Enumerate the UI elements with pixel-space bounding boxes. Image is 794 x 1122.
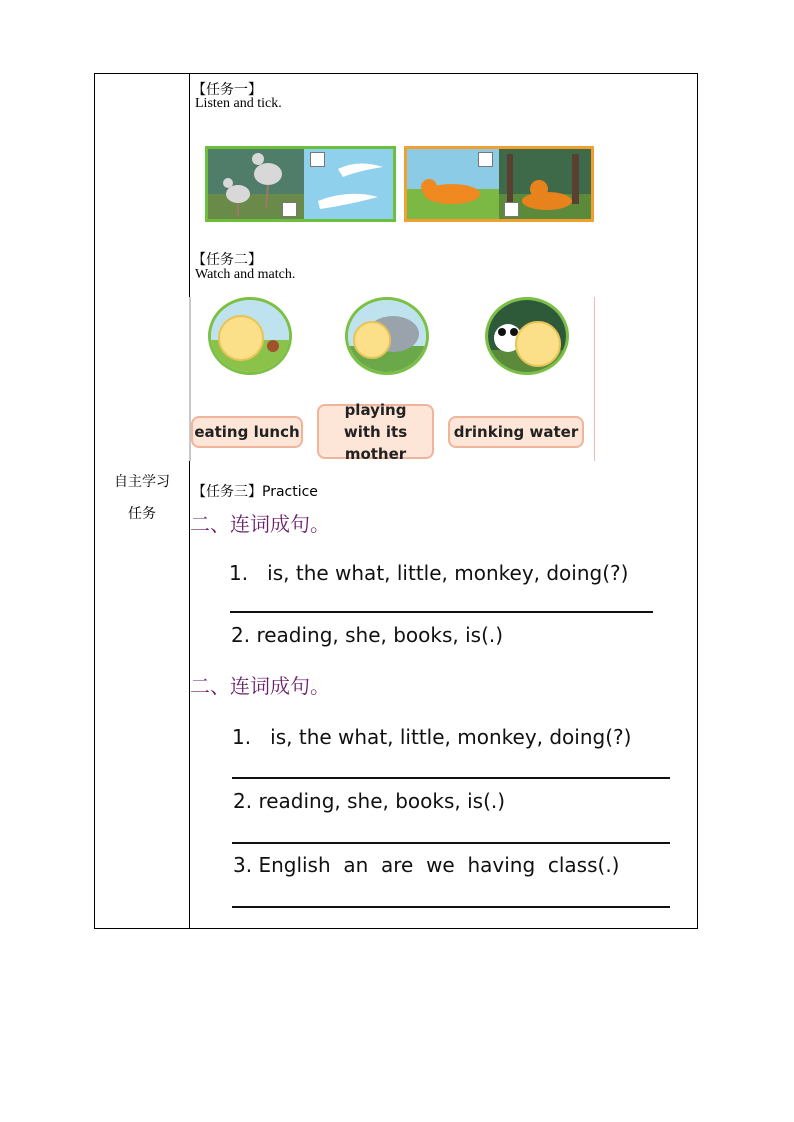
monkey-circle (208, 297, 292, 375)
section2-title: 二、连词成句。 (190, 674, 330, 698)
phrase-drinking-water[interactable]: drinking water (448, 416, 584, 448)
task1-instruction: Listen and tick. (195, 96, 282, 111)
task1-heading: 【任务一】 (192, 82, 262, 98)
section2-sentence-1: 1. is, the what, little, monkey, doing(?) (232, 725, 632, 749)
phrase-playing-with-mother[interactable]: playing with its mother (317, 404, 434, 459)
phrase-eating-lunch[interactable]: eating lunch (191, 416, 303, 448)
section1-sentence-1: 1. is, the what, little, monkey, doing(?) (229, 561, 629, 585)
elephant-circle (345, 297, 429, 375)
task3-heading: 【任务三】Practice (192, 484, 318, 500)
left-label-line1: 自主学习 (114, 474, 170, 490)
task2-heading: 【任务二】 (192, 252, 262, 268)
answer-line[interactable] (230, 611, 653, 613)
answer-line[interactable] (232, 777, 670, 779)
birds-picture (205, 146, 396, 222)
column-divider (189, 73, 190, 929)
tigers-picture (404, 146, 594, 222)
section1-title: 二、连词成句。 (190, 512, 330, 536)
tick-box-1[interactable] (310, 152, 325, 167)
tick-box-4[interactable] (504, 202, 519, 217)
left-label-line2: 任务 (128, 506, 156, 522)
section2-sentence-3: 3. English an are we having class(.) (233, 853, 620, 877)
section2-sentence-2: 2. reading, she, books, is(.) (233, 789, 506, 813)
answer-line[interactable] (232, 842, 670, 844)
panda-circle (485, 297, 569, 375)
image-edge-right (594, 297, 595, 461)
task2-instruction: Watch and match. (195, 267, 296, 282)
section1-sentence-2: 2. reading, she, books, is(.) (231, 623, 504, 647)
answer-line[interactable] (232, 906, 670, 908)
tick-box-3[interactable] (478, 152, 493, 167)
tick-box-2[interactable] (282, 202, 297, 217)
